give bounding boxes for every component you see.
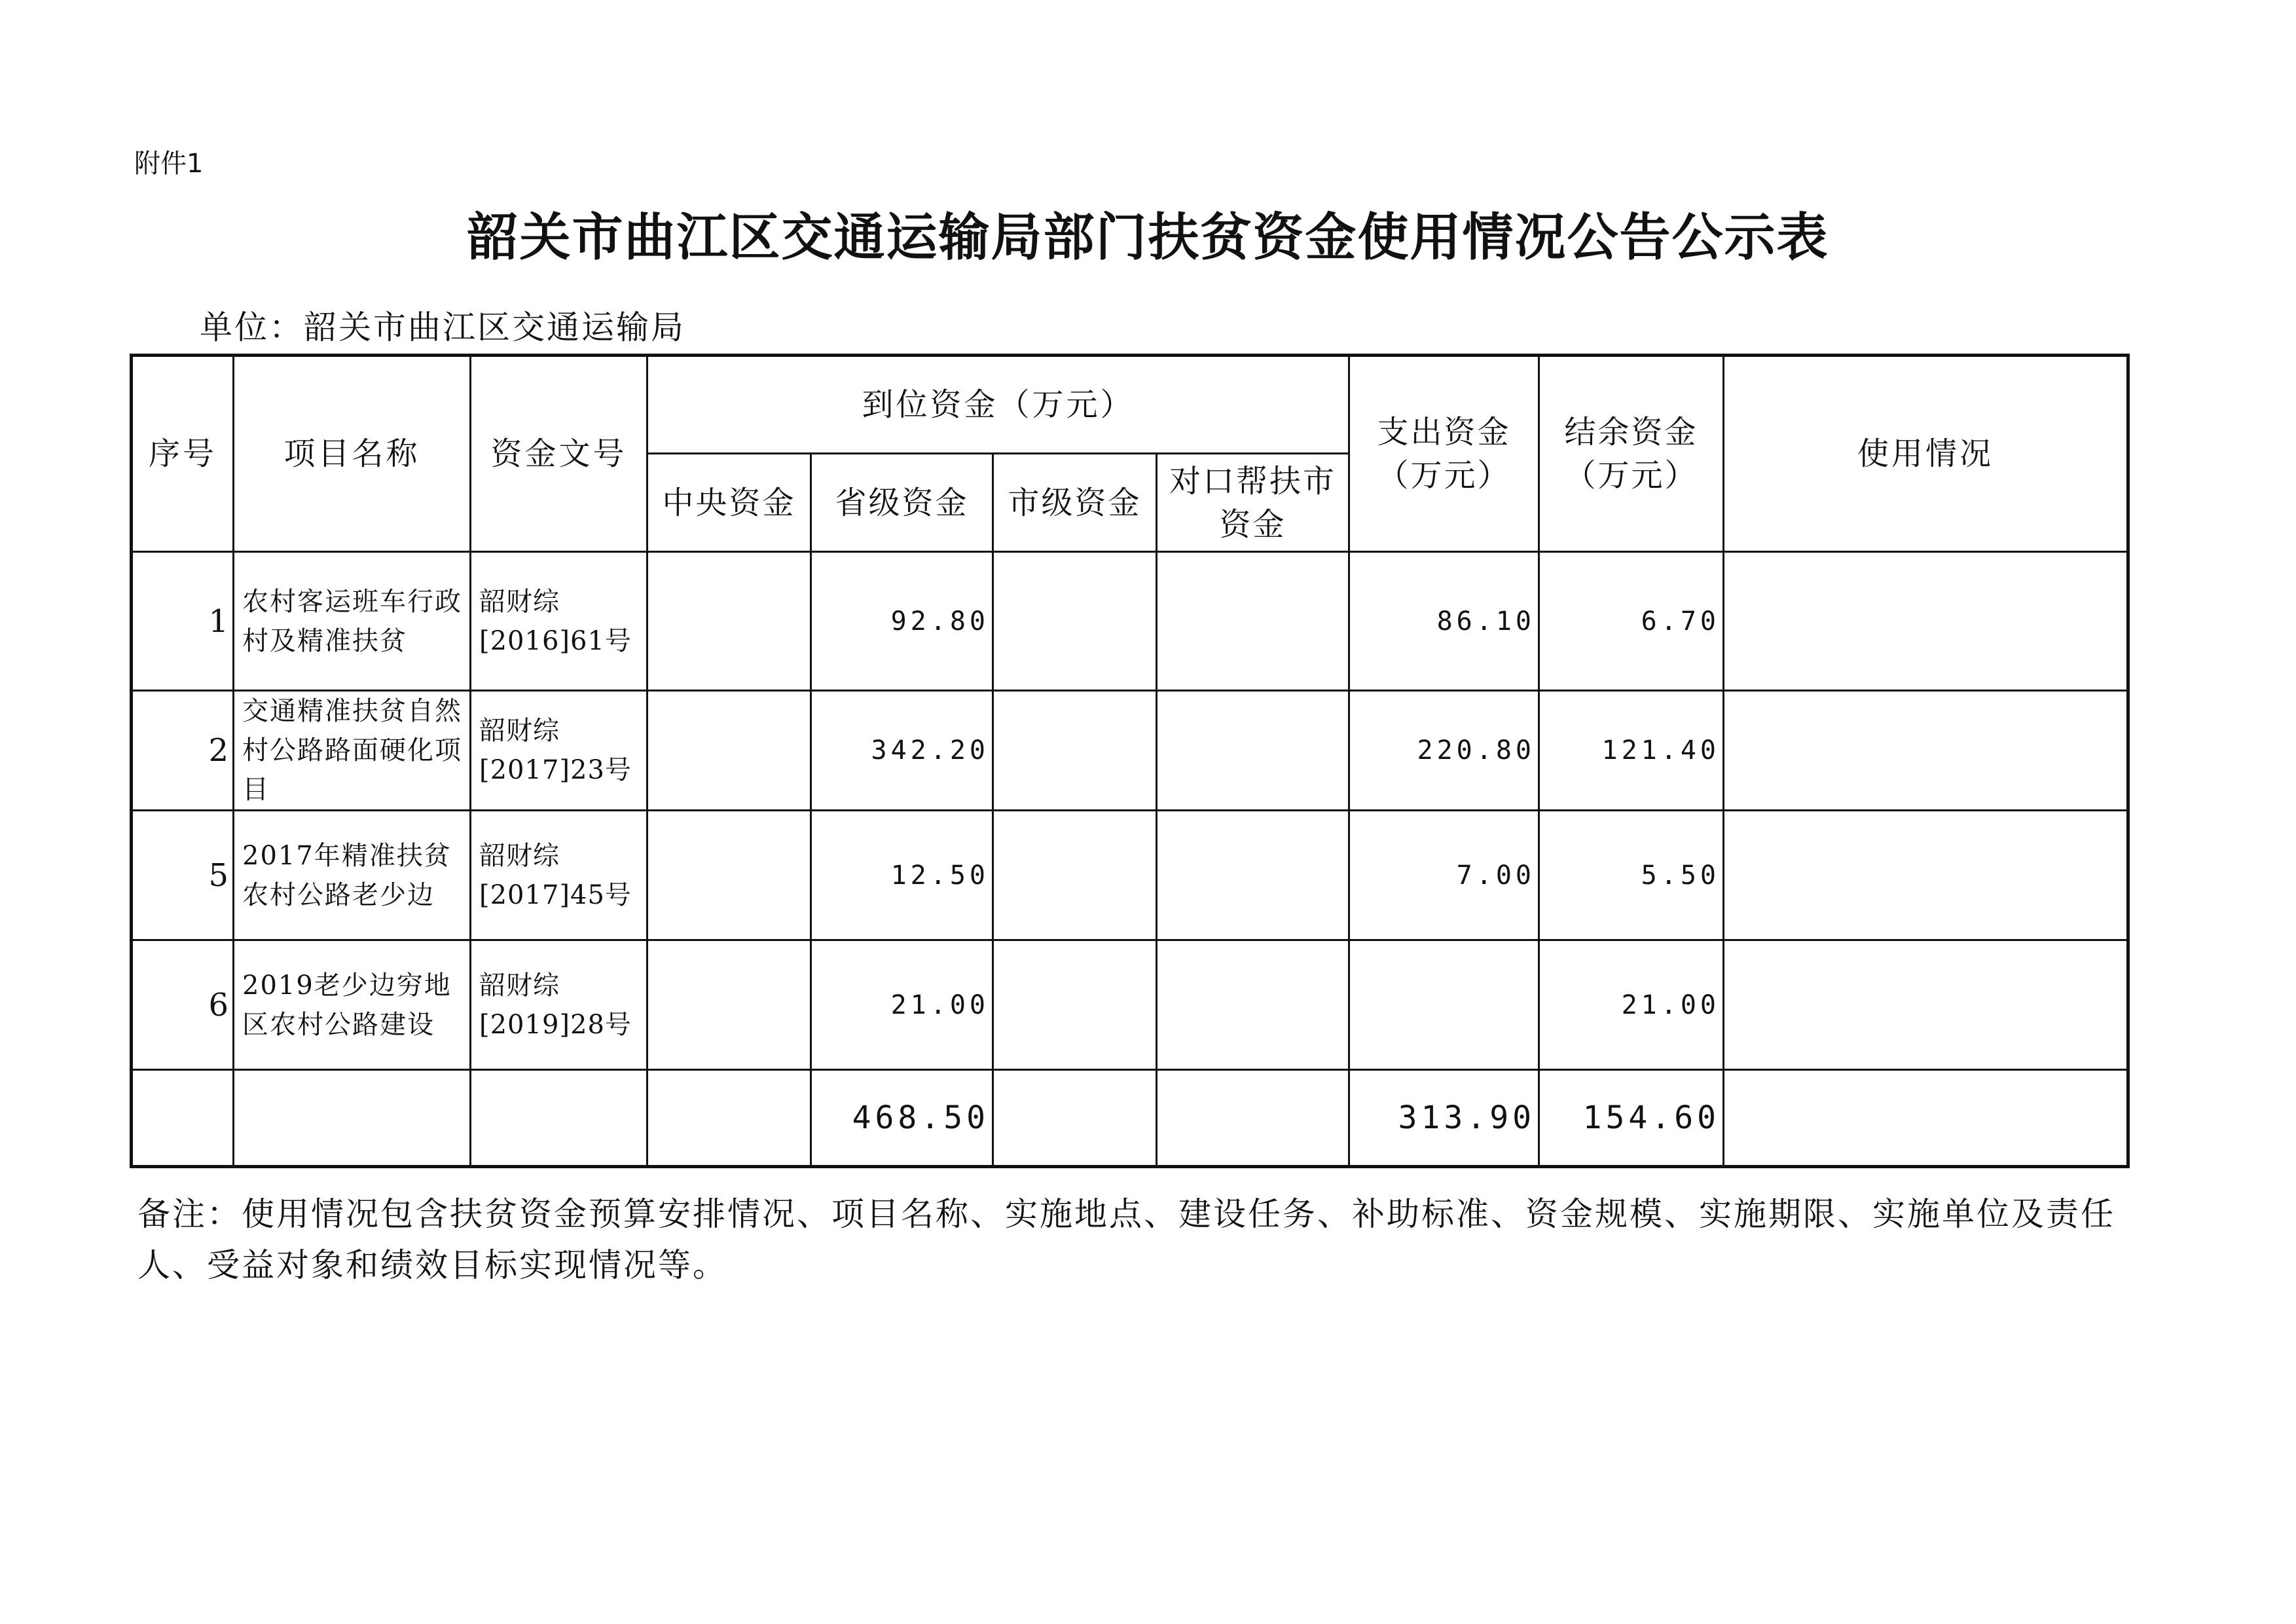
cell-usage [1724, 691, 2128, 811]
cell-central [647, 552, 811, 691]
header-usage: 使用情况 [1724, 356, 2128, 552]
cell-empty [234, 1070, 471, 1167]
table-row [132, 552, 2128, 691]
header-municipal: 市级资金 [993, 454, 1157, 552]
cell-balance: 121.40 [1539, 691, 1724, 811]
cell-empty [132, 1070, 234, 1167]
header-project-name: 项目名称 [234, 356, 471, 552]
cell-project-name: 农村客运班车行政村及精准扶贫 [234, 552, 471, 691]
cell-project-name: 交通精准扶贫自然村公路路面硬化项目 [234, 691, 471, 811]
header-allocated-funds: 到位资金（万元） [647, 356, 1349, 454]
unit-line: 单位：韶关市曲江区交通运输局 [200, 308, 685, 346]
cell-municipal [993, 811, 1157, 940]
cell-fund-doc: 韶财综[2019]28号 [471, 940, 647, 1070]
cell-provincial: 21.00 [811, 940, 993, 1070]
header-paired-support: 对口帮扶市资金 [1157, 454, 1349, 552]
cell-provincial: 342.20 [811, 691, 993, 811]
cell-empty [647, 1070, 811, 1167]
cell-empty [471, 1070, 647, 1167]
cell-fund-doc: 韶财综[2016]61号 [471, 552, 647, 691]
table-row [132, 811, 2128, 940]
cell-paired [1157, 691, 1349, 811]
cell-empty [1724, 1070, 2128, 1167]
cell-usage [1724, 552, 2128, 691]
cell-provincial: 92.80 [811, 552, 993, 691]
cell-municipal [993, 940, 1157, 1070]
header-provincial: 省级资金 [811, 454, 993, 552]
cell-paired [1157, 811, 1349, 940]
cell-empty [993, 1070, 1157, 1167]
cell-project-name: 2019老少边穷地区农村公路建设 [234, 940, 471, 1070]
header-seq: 序号 [132, 356, 234, 552]
header-expenditure: 支出资金（万元） [1349, 356, 1539, 552]
cell-seq: 2 [132, 691, 234, 811]
cell-fund-doc: 韶财综[2017]23号 [471, 691, 647, 811]
table-row [132, 940, 2128, 1070]
footnote: 备注：使用情况包含扶贫资金预算安排情况、项目名称、实施地点、建设任务、补助标准、资金规模、实施期限、实施单位及责任人、受益对象和绩效目标实现情况等。 [137, 1195, 2115, 1284]
cell-seq: 1 [132, 552, 234, 691]
cell-project-name: 2017年精准扶贫农村公路老少边 [234, 811, 471, 940]
cell-central [647, 811, 811, 940]
cell-expenditure: 86.10 [1349, 552, 1539, 691]
total-provincial: 468.50 [811, 1070, 993, 1167]
cell-balance: 21.00 [1539, 940, 1724, 1070]
cell-paired [1157, 940, 1349, 1070]
cell-usage [1724, 940, 2128, 1070]
cell-expenditure: 7.00 [1349, 811, 1539, 940]
cell-balance: 6.70 [1539, 552, 1724, 691]
cell-expenditure: 220.80 [1349, 691, 1539, 811]
cell-municipal [993, 691, 1157, 811]
cell-municipal [993, 552, 1157, 691]
total-expenditure: 313.90 [1349, 1070, 1539, 1167]
page-title: 韶关市曲江区交通运输局部门扶贫资金使用情况公告公示表 [467, 208, 1829, 267]
cell-provincial: 12.50 [811, 811, 993, 940]
cell-paired [1157, 552, 1349, 691]
total-balance: 154.60 [1539, 1070, 1724, 1167]
cell-expenditure [1349, 940, 1539, 1070]
cell-seq: 5 [132, 811, 234, 940]
header-fund-doc: 资金文号 [471, 356, 647, 552]
cell-empty [1157, 1070, 1349, 1167]
cell-central [647, 940, 811, 1070]
attachment-label: 附件1 [134, 149, 204, 179]
cell-seq: 6 [132, 940, 234, 1070]
totals-row [132, 1070, 2128, 1167]
header-central: 中央资金 [647, 454, 811, 552]
fund-usage-table [130, 354, 2130, 1168]
cell-usage [1724, 811, 2128, 940]
header-balance: 结余资金（万元） [1539, 356, 1724, 552]
cell-fund-doc: 韶财综[2017]45号 [471, 811, 647, 940]
table-row [132, 691, 2128, 811]
cell-central [647, 691, 811, 811]
cell-balance: 5.50 [1539, 811, 1724, 940]
